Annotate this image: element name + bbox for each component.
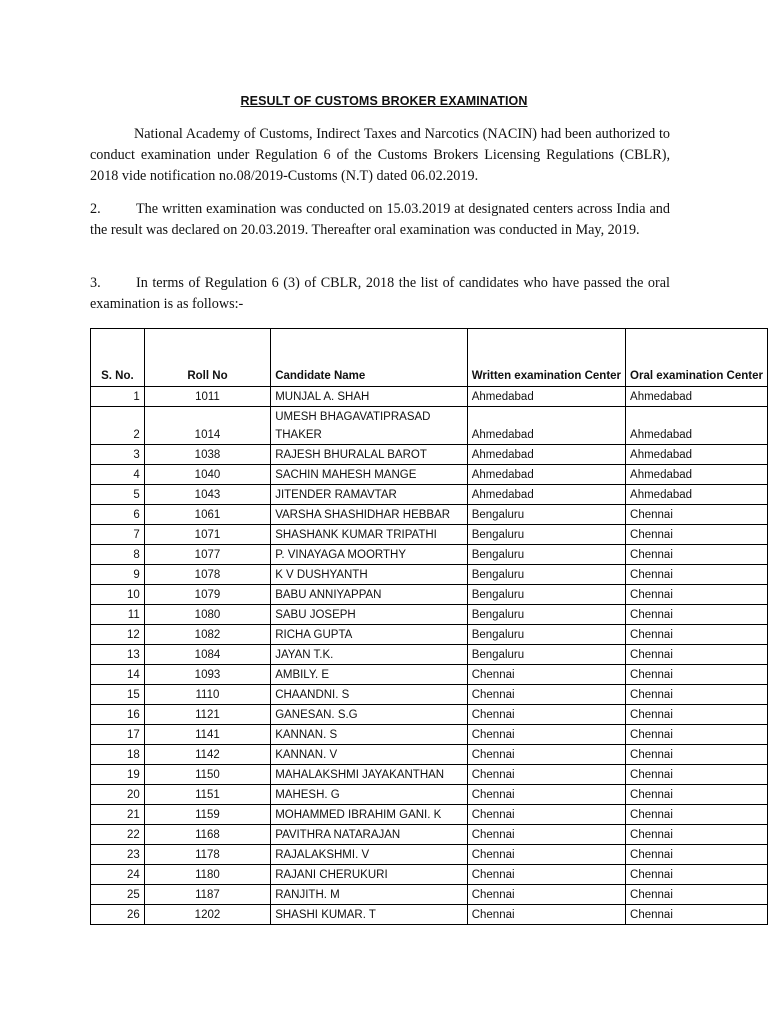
table-row [91,465,768,485]
cell-sno: 2 [91,407,145,445]
cell-sno: 18 [91,745,145,765]
table-row [91,505,768,525]
cell-oral-center: Ahmedabad [626,465,768,485]
paragraph-3-number: 3. [90,275,101,291]
table-header-row [91,329,768,387]
cell-sno: 23 [91,845,145,865]
cell-candidate-name: SABU JOSEPH [271,605,468,625]
cell-candidate-name: RAJANI CHERUKURI [271,865,468,885]
table-row [91,625,768,645]
cell-written-center: Chennai [467,905,625,925]
cell-oral-center: Chennai [626,725,768,745]
table-row [91,685,768,705]
cell-oral-center: Chennai [626,705,768,725]
header-candidate-name: Candidate Name [271,329,468,387]
results-table [90,328,768,925]
cell-roll-no: 1011 [144,387,270,407]
cell-oral-center: Chennai [626,665,768,685]
cell-written-center: Chennai [467,865,625,885]
cell-oral-center: Chennai [626,605,768,625]
document-title: RESULT OF CUSTOMS BROKER EXAMINATION [240,94,528,108]
cell-roll-no: 1040 [144,465,270,485]
cell-sno: 21 [91,805,145,825]
results-table-body [91,387,768,925]
cell-oral-center: Ahmedabad [626,407,768,445]
table-row [91,645,768,665]
cell-candidate-name: CHAANDNI. S [271,685,468,705]
cell-oral-center: Chennai [626,845,768,865]
cell-roll-no: 1168 [144,825,270,845]
cell-roll-no: 1121 [144,705,270,725]
cell-sno: 10 [91,585,145,605]
table-row [91,905,768,925]
cell-written-center: Ahmedabad [467,387,625,407]
cell-sno: 3 [91,445,145,465]
cell-sno: 7 [91,525,145,545]
cell-oral-center: Ahmedabad [626,445,768,465]
table-row [91,825,768,845]
cell-oral-center: Chennai [626,645,768,665]
cell-candidate-name: KANNAN. S [271,725,468,745]
cell-roll-no: 1151 [144,785,270,805]
cell-roll-no: 1071 [144,525,270,545]
table-row [91,885,768,905]
cell-candidate-name: JITENDER RAMAVTAR [271,485,468,505]
cell-oral-center: Chennai [626,545,768,565]
cell-sno: 12 [91,625,145,645]
cell-roll-no: 1187 [144,885,270,905]
cell-roll-no: 1180 [144,865,270,885]
header-roll-no: Roll No [144,329,270,387]
table-row [91,565,768,585]
cell-oral-center: Chennai [626,885,768,905]
cell-sno: 19 [91,765,145,785]
cell-oral-center: Chennai [626,805,768,825]
cell-written-center: Chennai [467,745,625,765]
table-row [91,765,768,785]
paragraph-3-text: In terms of Regulation 6 (3) of CBLR, 2018 the list of candidates who have passed the oral examination is as follows:- [90,275,670,312]
cell-sno: 5 [91,485,145,505]
cell-written-center: Chennai [467,725,625,745]
cell-sno: 13 [91,645,145,665]
paragraph-1: National Academy of Customs, Indirect Taxes and Narcotics (NACIN) had been authorized to conduct examination under Regulation 6 of the Customs Brokers Licensing Regulations (CBLR), 2018 vide notification no.08/2019-Customs (N.T) dated 06.02.2019. [90,126,670,184]
cell-written-center: Ahmedabad [467,445,625,465]
cell-oral-center: Chennai [626,825,768,845]
table-row [91,865,768,885]
table-row [91,725,768,745]
cell-candidate-name: VARSHA SHASHIDHAR HEBBAR [271,505,468,525]
cell-sno: 11 [91,605,145,625]
cell-sno: 24 [91,865,145,885]
cell-written-center: Bengaluru [467,605,625,625]
cell-candidate-name: UMESH BHAGAVATIPRASAD THAKER [271,407,468,445]
cell-roll-no: 1078 [144,565,270,585]
cell-written-center: Bengaluru [467,545,625,565]
cell-roll-no: 1082 [144,625,270,645]
cell-sno: 4 [91,465,145,485]
cell-oral-center: Chennai [626,765,768,785]
cell-written-center: Chennai [467,765,625,785]
cell-written-center: Chennai [467,805,625,825]
table-row [91,785,768,805]
cell-roll-no: 1110 [144,685,270,705]
cell-sno: 9 [91,565,145,585]
cell-written-center: Bengaluru [467,525,625,545]
cell-oral-center: Chennai [626,585,768,605]
cell-oral-center: Ahmedabad [626,387,768,407]
cell-oral-center: Chennai [626,745,768,765]
table-row [91,407,768,445]
cell-candidate-name: AMBILY. E [271,665,468,685]
table-row [91,585,768,605]
cell-candidate-name: MAHALAKSHMI JAYAKANTHAN [271,765,468,785]
cell-roll-no: 1178 [144,845,270,865]
cell-roll-no: 1079 [144,585,270,605]
cell-candidate-name: RAJALAKSHMI. V [271,845,468,865]
cell-candidate-name: RANJITH. M [271,885,468,905]
cell-roll-no: 1061 [144,505,270,525]
cell-sno: 25 [91,885,145,905]
table-row [91,705,768,725]
table-row [91,445,768,465]
table-row [91,805,768,825]
cell-roll-no: 1014 [144,407,270,445]
cell-candidate-name: BABU ANNIYAPPAN [271,585,468,605]
cell-roll-no: 1080 [144,605,270,625]
cell-roll-no: 1084 [144,645,270,665]
cell-sno: 17 [91,725,145,745]
header-sno: S. No. [91,329,145,387]
cell-candidate-name: MAHESH. G [271,785,468,805]
cell-sno: 20 [91,785,145,805]
cell-sno: 6 [91,505,145,525]
cell-candidate-name: GANESAN. S.G [271,705,468,725]
cell-roll-no: 1043 [144,485,270,505]
cell-roll-no: 1093 [144,665,270,685]
cell-roll-no: 1202 [144,905,270,925]
cell-candidate-name: MUNJAL A. SHAH [271,387,468,407]
cell-written-center: Ahmedabad [467,465,625,485]
cell-oral-center: Chennai [626,905,768,925]
paragraph-3 [90,273,670,315]
cell-roll-no: 1150 [144,765,270,785]
table-row [91,745,768,765]
cell-written-center: Bengaluru [467,625,625,645]
cell-candidate-name: JAYAN T.K. [271,645,468,665]
cell-candidate-name: PAVITHRA NATARAJAN [271,825,468,845]
cell-roll-no: 1038 [144,445,270,465]
cell-written-center: Bengaluru [467,565,625,585]
table-row [91,387,768,407]
cell-candidate-name: MOHAMMED IBRAHIM GANI. K [271,805,468,825]
cell-candidate-name: P. VINAYAGA MOORTHY [271,545,468,565]
cell-written-center: Ahmedabad [467,485,625,505]
cell-sno: 26 [91,905,145,925]
paragraph-2 [90,199,670,241]
cell-sno: 14 [91,665,145,685]
cell-candidate-name: SHASHI KUMAR. T [271,905,468,925]
header-written-center: Written examination Center [467,329,625,387]
cell-roll-no: 1141 [144,725,270,745]
table-row [91,605,768,625]
cell-written-center: Chennai [467,705,625,725]
table-row [91,845,768,865]
cell-roll-no: 1142 [144,745,270,765]
table-row [91,525,768,545]
table-row [91,485,768,505]
cell-oral-center: Chennai [626,505,768,525]
table-row [91,665,768,685]
cell-written-center: Chennai [467,685,625,705]
cell-written-center: Bengaluru [467,645,625,665]
cell-oral-center: Chennai [626,525,768,545]
paragraph-2-number: 2. [90,201,101,217]
cell-sno: 1 [91,387,145,407]
cell-candidate-name: RICHA GUPTA [271,625,468,645]
cell-candidate-name: SACHIN MAHESH MANGE [271,465,468,485]
cell-written-center: Bengaluru [467,585,625,605]
table-row [91,545,768,565]
cell-sno: 22 [91,825,145,845]
cell-written-center: Chennai [467,845,625,865]
cell-sno: 16 [91,705,145,725]
cell-oral-center: Chennai [626,865,768,885]
header-oral-center: Oral examination Center [626,329,768,387]
cell-oral-center: Chennai [626,785,768,805]
cell-roll-no: 1077 [144,545,270,565]
cell-sno: 8 [91,545,145,565]
cell-written-center: Chennai [467,825,625,845]
cell-written-center: Chennai [467,665,625,685]
cell-oral-center: Ahmedabad [626,485,768,505]
cell-written-center: Chennai [467,785,625,805]
paragraph-2-text: The written examination was conducted on 15.03.2019 at designated centers across India and the result was declared on 20.03.2019. Thereafter oral examination was conducted in May, 2019. [90,201,670,238]
cell-candidate-name: RAJESH BHURALAL BAROT [271,445,468,465]
cell-oral-center: Chennai [626,685,768,705]
cell-candidate-name: K V DUSHYANTH [271,565,468,585]
cell-candidate-name: SHASHANK KUMAR TRIPATHI [271,525,468,545]
cell-roll-no: 1159 [144,805,270,825]
cell-written-center: Bengaluru [467,505,625,525]
cell-written-center: Ahmedabad [467,407,625,445]
cell-candidate-name: KANNAN. V [271,745,468,765]
cell-oral-center: Chennai [626,565,768,585]
cell-written-center: Chennai [467,885,625,905]
cell-sno: 15 [91,685,145,705]
cell-oral-center: Chennai [626,625,768,645]
